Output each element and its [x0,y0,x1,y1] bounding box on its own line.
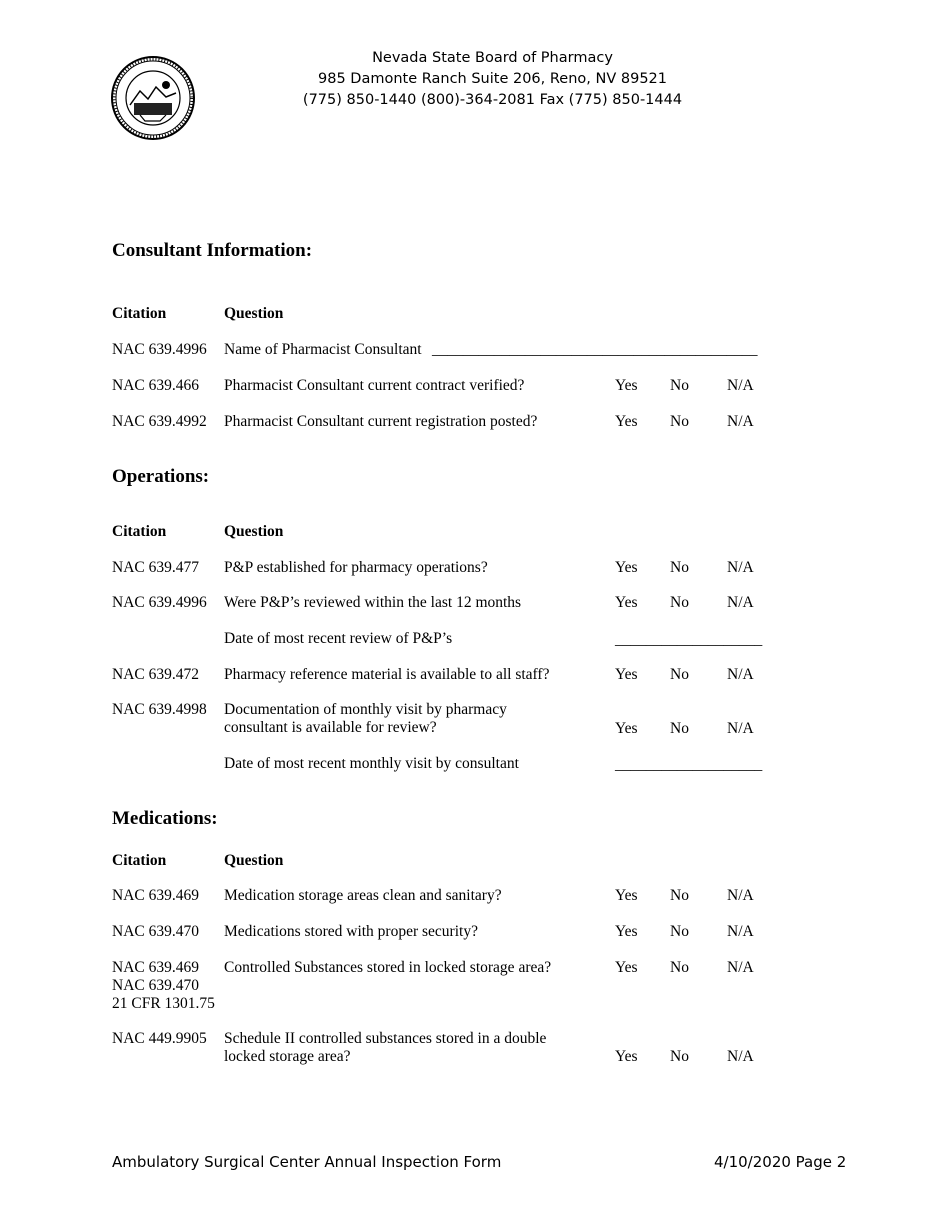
question: Pharmacy reference material is available to all staff? [224,666,550,683]
answer-na[interactable]: N/A [727,666,754,683]
section-title-consultant: Consultant Information: [112,240,313,261]
answer-no[interactable]: No [670,559,689,576]
answer-no[interactable]: No [670,959,689,976]
answer-yes[interactable]: Yes [615,594,638,611]
column-header-question: Question [224,852,284,869]
column-header-citation: Citation [112,852,167,869]
answer-yes[interactable]: Yes [615,1048,638,1065]
citation: NAC 639.469 NAC 639.470 21 CFR 1301.75 [112,959,215,1012]
org-address: 985 Damonte Ranch Suite 206, Reno, NV 89521 [318,71,667,87]
answer-na[interactable]: N/A [727,923,754,940]
answer-na[interactable]: N/A [727,377,754,394]
section-title-operations: Operations: [112,466,210,487]
consultant-name-field[interactable]: __________________________________________ [432,341,758,358]
question: Schedule II controlled substances stored in a double locked storage area? [224,1030,547,1065]
answer-no[interactable]: No [670,1048,689,1065]
answer-na[interactable]: N/A [727,887,754,904]
section-title-medications: Medications: [112,808,218,829]
answer-yes[interactable]: Yes [615,413,638,430]
answer-yes[interactable]: Yes [615,959,638,976]
citation: NAC 639.470 [112,923,199,940]
answer-yes[interactable]: Yes [615,666,638,683]
letterhead [0,48,950,111]
footer-form-name: Ambulatory Surgical Center Annual Inspection Form [112,1153,502,1171]
column-header-question: Question [224,305,284,322]
footer-date-page: 4/10/2020 Page 2 [714,1153,847,1171]
answer-no[interactable]: No [670,377,689,394]
question: Pharmacist Consultant current registration posted? [224,413,538,430]
answer-na[interactable]: N/A [727,559,754,576]
citation: NAC 449.9905 [112,1030,207,1047]
question: Pharmacist Consultant current contract verified? [224,377,525,394]
answer-yes[interactable]: Yes [615,923,638,940]
column-header-citation: Citation [112,523,167,540]
question: Documentation of monthly visit by pharmacy consultant is available for review? [224,701,507,736]
answer-no[interactable]: No [670,887,689,904]
citation: NAC 639.469 [112,887,199,904]
visit-date-field[interactable]: ___________________ [615,756,763,773]
question: Medication storage areas clean and sanitary? [224,887,502,904]
question: Were P&P’s reviewed within the last 12 months [224,594,522,611]
question: P&P established for pharmacy operations? [224,559,488,576]
question: Date of most recent monthly visit by consultant [224,755,519,772]
answer-na[interactable]: N/A [727,720,754,737]
column-header-citation: Citation [112,305,167,322]
org-name: Nevada State Board of Pharmacy [372,50,613,66]
answer-yes[interactable]: Yes [615,887,638,904]
answer-na[interactable]: N/A [727,959,754,976]
answer-no[interactable]: No [670,720,689,737]
question: Date of most recent review of P&P’s [224,630,453,647]
citation: NAC 639.466 [112,377,199,394]
column-header-question: Question [224,523,284,540]
question: Name of Pharmacist Consultant [224,341,422,358]
answer-yes[interactable]: Yes [615,559,638,576]
answer-yes[interactable]: Yes [615,720,638,737]
citation: NAC 639.4992 [112,413,207,430]
citation: NAC 639.4996 [112,594,207,611]
question: Medications stored with proper security? [224,923,478,940]
answer-no[interactable]: No [670,923,689,940]
answer-no[interactable]: No [670,666,689,683]
citation: NAC 639.477 [112,559,199,576]
answer-na[interactable]: N/A [727,413,754,430]
answer-na[interactable]: N/A [727,1048,754,1065]
citation: NAC 639.4998 [112,701,207,718]
question: Controlled Substances stored in locked storage area? [224,959,552,976]
review-date-field[interactable]: ___________________ [615,631,763,648]
answer-no[interactable]: No [670,413,689,430]
answer-na[interactable]: N/A [727,594,754,611]
answer-yes[interactable]: Yes [615,377,638,394]
citation: NAC 639.472 [112,666,199,683]
org-phones: (775) 850-1440 (800)-364-2081 Fax (775) 850-1444 [302,92,683,108]
citation: NAC 639.4996 [112,341,207,358]
answer-no[interactable]: No [670,594,689,611]
